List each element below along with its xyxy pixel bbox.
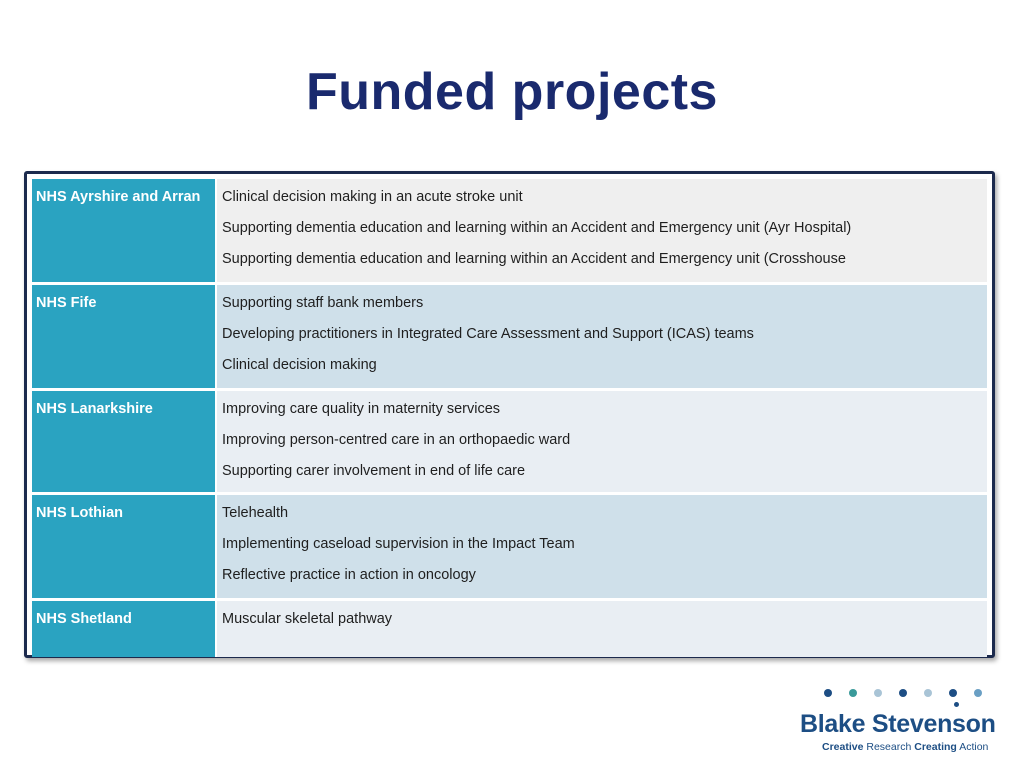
org-name: NHS Fife <box>32 285 217 388</box>
logo-dot <box>849 689 857 697</box>
table-row <box>32 391 987 495</box>
logo-tagline <box>822 741 988 753</box>
project-list <box>217 391 987 492</box>
logo-dot <box>974 689 982 697</box>
project-item: Supporting carer involvement in end of life care <box>222 463 526 479</box>
org-name: NHS Lothian <box>32 495 217 598</box>
project-item: Implementing caseload supervision in the Impact Team <box>222 536 575 552</box>
company-logo <box>796 684 1016 758</box>
project-item: Improving care quality in maternity services <box>222 401 501 417</box>
project-item: Clinical decision making in an acute stroke unit <box>222 189 523 205</box>
logo-dot <box>874 689 882 697</box>
logo-dot <box>899 689 907 697</box>
logo-dots <box>824 688 984 710</box>
table-row <box>32 179 987 285</box>
logo-tagline-part: Creative <box>822 741 864 753</box>
project-item: Developing practitioners in Integrated Care Assessment and Support (ICAS) teams <box>222 326 754 342</box>
project-item: Reflective practice in action in oncology <box>222 567 476 583</box>
table-row <box>32 285 987 391</box>
project-list <box>217 179 987 282</box>
org-name: NHS Shetland <box>32 601 217 657</box>
logo-dot-small <box>954 702 959 707</box>
logo-tagline-part: Action <box>959 741 989 753</box>
logo-tagline-part: Creating <box>914 741 957 753</box>
org-name: NHS Lanarkshire <box>32 391 217 492</box>
logo-name: Blake Stevenson <box>800 710 996 738</box>
project-item: Supporting staff bank members <box>222 295 424 311</box>
project-item: Clinical decision making <box>222 357 377 373</box>
logo-dot <box>824 689 832 697</box>
table-row <box>32 495 987 601</box>
logo-tagline-part: Research <box>866 741 912 753</box>
project-item: Muscular skeletal pathway <box>222 611 393 627</box>
projects-table <box>24 171 995 658</box>
page-title: Funded projects <box>306 63 718 121</box>
logo-dot <box>924 689 932 697</box>
project-list <box>217 285 987 388</box>
project-item: Telehealth <box>222 505 289 521</box>
table-row <box>32 601 987 657</box>
logo-dot <box>949 689 957 697</box>
project-item: Supporting dementia education and learning within an Accident and Emergency unit (Ayr Hospital) <box>222 220 852 236</box>
project-item: Improving person-centred care in an orthopaedic ward <box>222 432 571 448</box>
project-list <box>217 601 987 657</box>
org-name: NHS Ayrshire and Arran <box>32 179 217 282</box>
project-list <box>217 495 987 598</box>
project-item: Supporting dementia education and learning within an Accident and Emergency unit (Crosshouse <box>222 251 846 267</box>
